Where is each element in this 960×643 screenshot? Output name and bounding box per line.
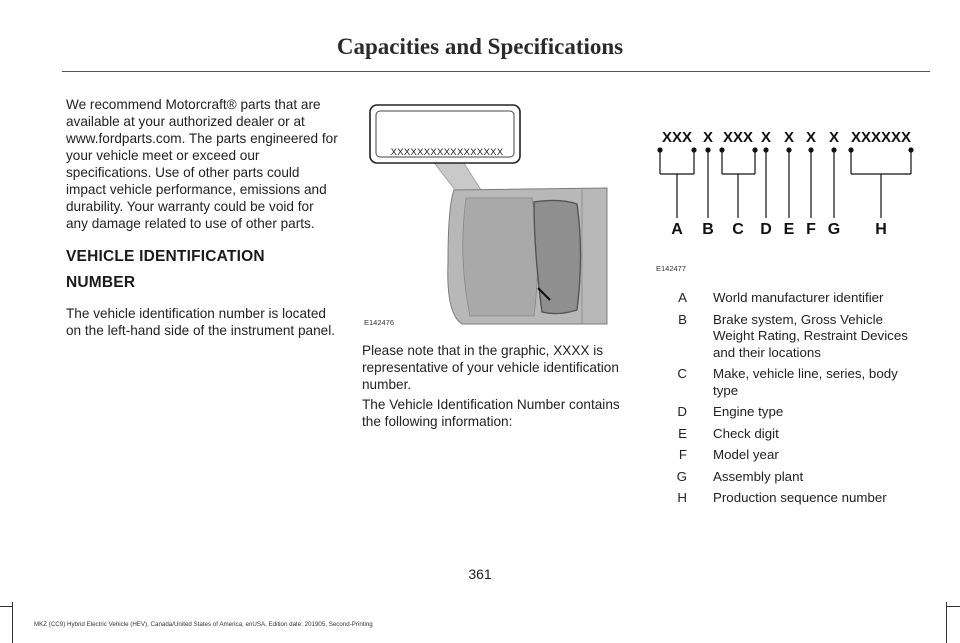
list-item-description: Assembly plant [713, 468, 804, 484]
list-item-letter: C [677, 366, 687, 381]
figure1-code: E142476 [364, 318, 395, 327]
vin-group-6: X [805, 129, 817, 146]
vin-letter-e: E [783, 221, 795, 238]
intro-paragraph: We recommend Motorcraft® parts that are available at your authorized dealer or at www.fordparts.com. The parts engineered for your vehicle meet or exceed our specifications. Use of other parts could impact vehicle performance, emissions and durability. Your warranty could be void for any damage related to use of other parts. [66, 97, 338, 231]
vin-letter-a: A [671, 221, 683, 238]
vin-group-7: X [828, 129, 840, 146]
graphic-note-paragraph: Please note that in the graphic, XXXX is representative of your vehicle identification number. [362, 343, 619, 392]
list-item-letter: A [678, 290, 687, 305]
section-heading-line2: NUMBER [66, 274, 136, 291]
list-item [660, 404, 930, 421]
vin-breakdown-figure [654, 126, 924, 244]
crop-mark-right [946, 602, 947, 643]
list-item [660, 312, 930, 362]
vin-group-3: XXX [722, 129, 754, 146]
list-item-description: Make, vehicle line, series, body type [713, 366, 898, 398]
vin-breakdown-diagram [654, 126, 924, 244]
vin-group-5: X [783, 129, 795, 146]
list-item-description: Check digit [713, 425, 779, 441]
list-item [660, 469, 930, 486]
list-item [660, 447, 930, 464]
crop-mark-right-horizontal [947, 606, 960, 607]
contains-paragraph: The Vehicle Identification Number contains the following information: [362, 397, 620, 429]
list-item-letter: H [677, 490, 687, 505]
list-item-letter: G [676, 468, 687, 484]
list-item-letter: B [678, 311, 687, 327]
windshield [534, 200, 581, 313]
footer-text: MKZ (CC9) Hybrid Electric Vehicle (HEV), Canada/United States of America, enUSA, Edition date: 201905, Second-Printing [34, 621, 373, 628]
vin-plate-text: XXXXXXXXXXXXXXXXX [390, 147, 504, 158]
list-item-description: Production sequence number [713, 490, 887, 505]
connector-lines [660, 150, 911, 218]
page-title: Capacities and Specifications [336, 34, 624, 59]
vin-letter-b: B [702, 221, 714, 238]
vin-parts-list [660, 290, 930, 512]
section-heading [66, 244, 326, 296]
list-item-letter: F [678, 447, 687, 462]
title-divider [62, 71, 930, 72]
list-item-letter: D [677, 404, 687, 419]
list-item-letter: E [678, 425, 687, 441]
crop-mark-left [12, 602, 13, 643]
crop-mark-left-horizontal [0, 606, 12, 607]
vin-letter-g: G [827, 221, 841, 238]
list-item [660, 426, 930, 443]
section-heading-line1: VEHICLE IDENTIFICATION [66, 248, 265, 265]
vehicle-hood [463, 198, 538, 316]
list-item-description: World manufacturer identifier [713, 290, 884, 305]
page-number: 361 [468, 566, 492, 582]
vin-location-figure [362, 102, 614, 332]
list-item [660, 290, 930, 307]
vin-letter-c: C [732, 221, 744, 238]
vin-group-4: X [760, 129, 772, 146]
vin-group-8: XXXXXX [850, 129, 912, 146]
vin-location-paragraph: The vehicle identification number is located on the left-hand side of the instrument panel. [66, 306, 336, 338]
connector-dots [657, 147, 913, 152]
vin-group-1: XXX [661, 129, 693, 146]
list-item [660, 366, 930, 399]
list-item-description: Brake system, Gross Vehicle Weight Rating, Restraint Devices and their locations [713, 311, 908, 360]
list-item-description: Model year [713, 447, 779, 462]
vin-letter-d: D [760, 221, 772, 238]
list-item [660, 490, 930, 507]
figure2-code: E142477 [656, 264, 687, 273]
vin-letter-h: H [875, 221, 887, 238]
vin-location-illustration [362, 102, 614, 332]
list-item-description: Engine type [713, 404, 784, 419]
vin-group-2: X [702, 129, 714, 146]
vin-letter-f: F [806, 221, 816, 238]
